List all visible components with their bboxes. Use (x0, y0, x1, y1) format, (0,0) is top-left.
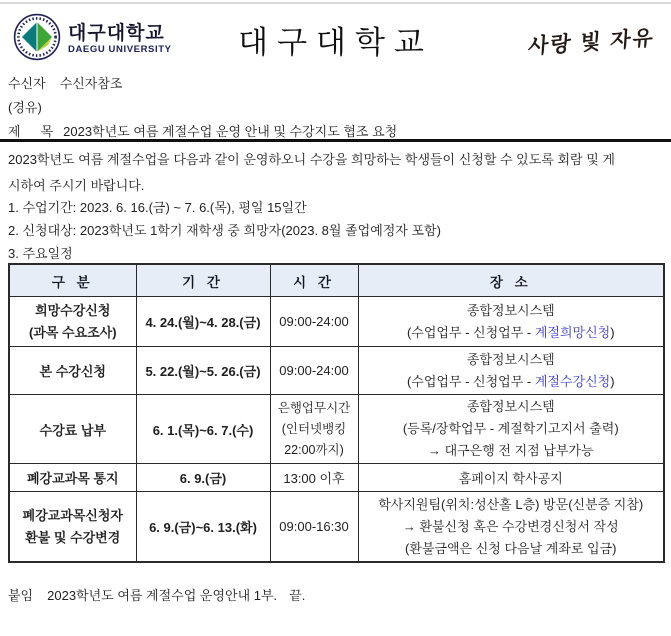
cell-period: 4. 24.(월)~4. 28.(금) (136, 297, 270, 347)
table-row (9, 464, 664, 492)
table-row (9, 347, 664, 395)
subject-text: 2023학년도 여름 계절수업 운영 안내 및 수강지도 협조 요청 (63, 124, 398, 139)
recipient-line (8, 72, 397, 96)
item-course-period: 1. 수업기간: 2023. 6. 16.(금) ~ 7. 6.(목), 평일 15일간 (8, 200, 307, 215)
cell-place: 종합정보시스템 (수업업무 - 신청업무 - 계절희망신청) (358, 297, 664, 347)
document-title: 대구대학교 (238, 25, 433, 60)
attachment-label: 붙임 (8, 588, 34, 603)
cell-time: 09:00-24:00 (270, 347, 358, 395)
item-eligibility: 2. 신청대상: 2023학년도 1학기 재학생 중 희망자(2023. 8월 졸업예정자 포함) (8, 223, 441, 238)
cell-time: 은행업무시간 (인터넷뱅킹 22:00까지) (270, 395, 358, 464)
col-header-place: 장 소 (358, 264, 664, 297)
recipient-value: 수신자참조 (59, 76, 123, 91)
col-header-time: 시 간 (270, 264, 358, 297)
cell-time: 09:00-24:00 (270, 297, 358, 347)
cell-category: 수강료 납부 (9, 395, 136, 464)
menu-link-seasonal-course-application[interactable]: 계절수강신청 (534, 373, 611, 389)
cell-place: 종합정보시스템 (수업업무 - 신청업무 - 계절수강신청) (358, 347, 664, 395)
cell-period: 5. 22.(월)~5. 26.(금) (136, 347, 270, 395)
university-motto-calligraphy: 사랑 빛 자유 (527, 26, 656, 59)
table-row (9, 492, 664, 563)
intro-line-1: 2023학년도 여름 계절수업을 다음과 같이 운영하오니 수강을 희망하는 학생들이 신청할 수 있도록 회람 및 게 (8, 152, 615, 167)
cell-category: 폐강교과목신청자 환불 및 수강변경 (9, 492, 136, 563)
subject-underline (0, 139, 671, 142)
cell-period: 6. 1.(목)~6. 7.(수) (136, 395, 270, 464)
logo-university-name-kr: 대구대학교 (68, 22, 165, 44)
numbered-items (8, 196, 666, 265)
document-meta (8, 72, 397, 144)
cell-category: 본 수강신청 (9, 347, 136, 395)
item-schedule-heading: 3. 주요일정 (8, 246, 73, 261)
cell-category: 희망수강신청 (과목 수요조사) (9, 297, 136, 347)
cell-place: 종합정보시스템 (등록/장학업무 - 계절학기고지서 출력) → 대구은행 전 지점 납부가능 (358, 395, 664, 464)
attachment-line (8, 585, 305, 604)
table-header-row (9, 264, 664, 297)
col-header-period: 기 간 (136, 264, 270, 297)
col-header-category: 구 분 (9, 264, 136, 297)
intro-paragraph (8, 147, 666, 199)
top-divider (0, 2, 671, 4)
via-line: (경유) (8, 100, 42, 115)
end-mark: 끝. (289, 588, 306, 603)
cell-time: 13:00 이후 (270, 464, 358, 492)
cell-time: 09:00-16:30 (270, 492, 358, 563)
cell-place: 홈페이지 학사공지 (358, 464, 664, 492)
table-row (9, 395, 664, 464)
cell-place: 학사지원팀(위치:성산홀 L층) 방문(신분증 지참) → 환불신청 혹은 수강변경신청서 작성 (환불금액은 신청 다음날 계좌로 입금) (358, 492, 664, 563)
cell-period: 6. 9.(금)~6. 13.(화) (136, 492, 270, 563)
schedule-table (8, 263, 665, 563)
attachment-text: 2023학년도 여름 계절수업 운영안내 1부. (47, 588, 278, 603)
recipient-label: 수신자 (8, 76, 46, 91)
table-row (9, 297, 664, 347)
cell-period: 6. 9.(금) (136, 464, 270, 492)
subject-label-2: 목 (40, 124, 54, 139)
logo-university-name-en: DAEGU UNIVERSITY (68, 44, 172, 56)
intro-line-2: 시하여 주시기 바랍니다. (8, 178, 145, 193)
subject-label-1: 제 (8, 124, 21, 139)
menu-link-seasonal-hope-application[interactable]: 계절희망신청 (534, 324, 611, 340)
cell-category: 폐강교과목 통지 (9, 464, 136, 492)
